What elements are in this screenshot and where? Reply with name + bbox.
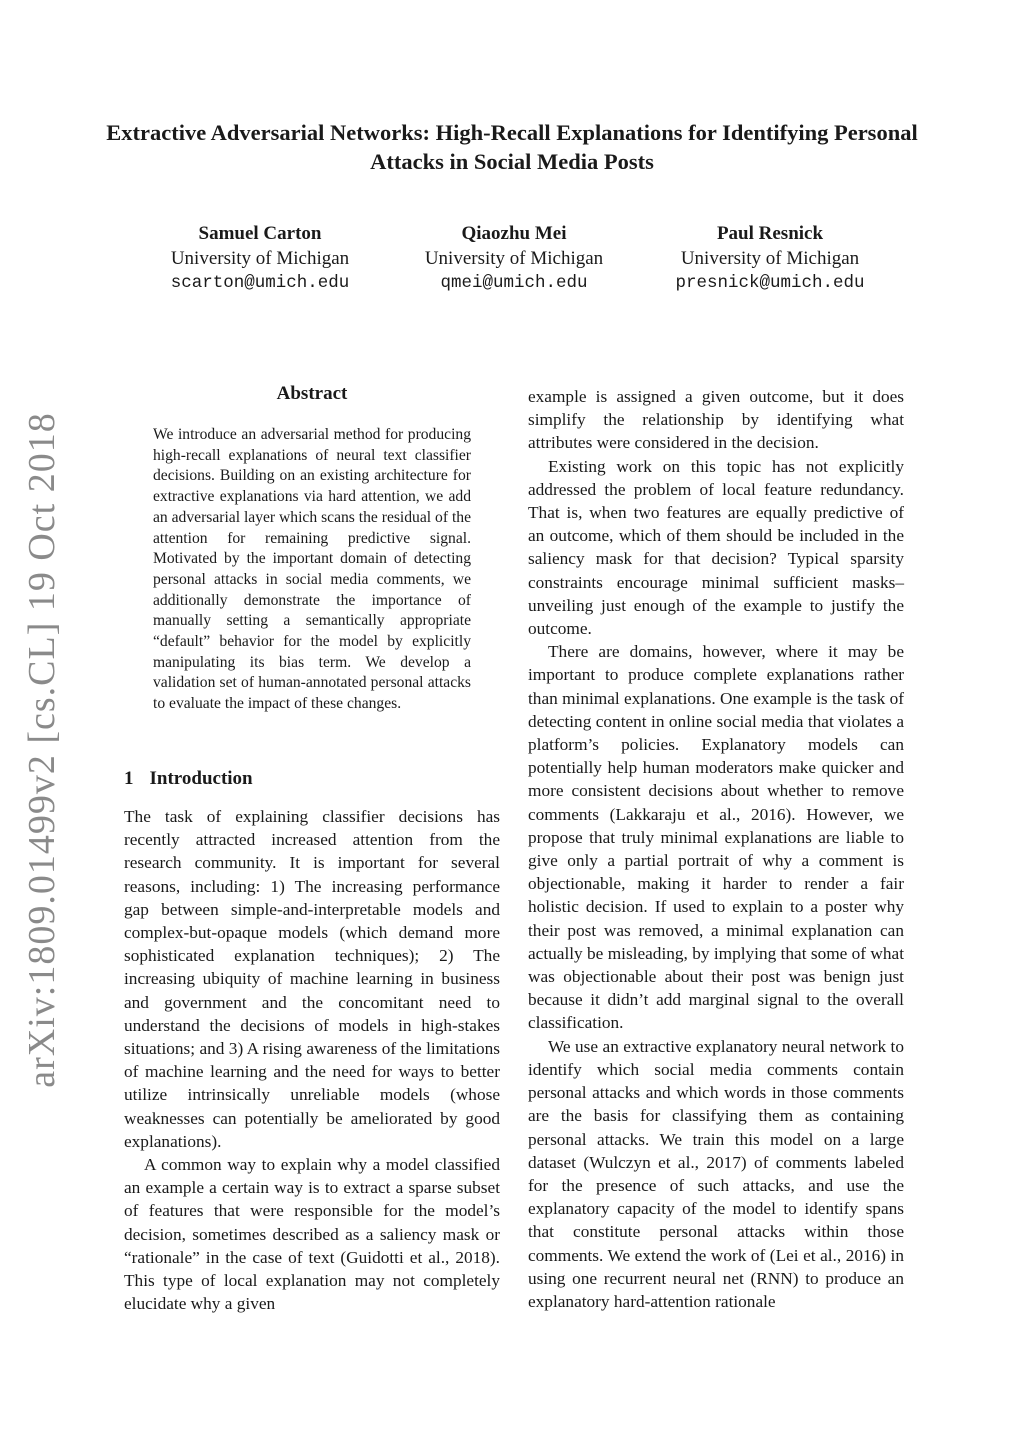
author-name: Samuel Carton (198, 223, 322, 244)
left-column-body (124, 805, 500, 1315)
paragraph: example is assigned a given outcome, but it does simplify the relationship by identifying what attributes were considered in the decision. (528, 387, 904, 453)
author-name: Qiaozhu Mei (461, 223, 567, 244)
author-email[interactable]: presnick@umich.edu (675, 273, 865, 293)
author-email[interactable]: scarton@umich.edu (170, 273, 350, 293)
paragraph: A common way to explain why a model classified an example a certain way is to extract a sparse subset of features that were responsible for the model’s decision, sometimes described as a saliency mask or “rationale” in the case of text (Guidotti et al., 2018). This type of local explanation may not completely elucidate why a given (124, 1155, 500, 1314)
author-block (384, 222, 644, 296)
section-number: 1 (124, 768, 134, 789)
author-block (640, 222, 900, 296)
section-heading (124, 768, 253, 790)
author-name: Paul Resnick (716, 223, 824, 244)
author-affiliation: University of Michigan (170, 248, 350, 269)
abstract-heading: Abstract (276, 383, 348, 404)
section-title: Introduction (149, 768, 253, 789)
author-affiliation: University of Michigan (424, 248, 604, 269)
paragraph: The task of explaining classifier decisions has recently attracted increased attention from the research community. It is important for several reasons, including: 1) The increasing performance gap between simple-and-interpretable models and complex-but-opaque models (which demand more sophisticated explanation techniques); 2) The increasing ubiquity of machine learning in business and government and the concomitant need to understand the decisions of models in high-stakes situations; and 3) A rising awareness of the limitations of machine learning and the need for ways to better utilize intrinsically unreliable models (whose weaknesses can potentially be ameliorated by good explanations). (124, 807, 500, 1151)
right-column-body (528, 385, 904, 1313)
abstract-text: We introduce an adversarial method for producing high-recall explanations of neural text classifier decisions. Building on an existing architecture for extractive explanations via hard attention, we add an adversarial layer which scans the residual of the attention for remaining predictive signal. Motivated by the important domain of detecting personal attacks in social media comments, we additionally demonstrate the importance of manually setting a semantically appropriate “default” behavior for the model by explicitly manipulating its bias term. We develop a validation set of human-annotated personal attacks to evaluate the impact of these changes. (153, 426, 471, 713)
author-affiliation: University of Michigan (680, 248, 860, 269)
author-email[interactable]: qmei@umich.edu (440, 273, 588, 293)
author-block (130, 222, 390, 296)
paragraph: There are domains, however, where it may be important to produce complete explanations rather than minimal explanations. One example is the task of detecting content in online social media that violates a platform’s policies. Explanatory models can potentially help human moderators make quicker and more consistent decisions about whether to remove comments (Lakkaraju et al., 2016). However, we propose that truly minimal explanations are liable to give only a partial portrait of why a comment is objectionable, making it harder to render a fair holistic decision. If used to explain to a poster why their post was removed, a minimal explanation can actually be misleading, by implying that some of what was objectionable about their post was benign just because it didn’t add marginal signal to the overall classification. (528, 642, 904, 1033)
paragraph: Existing work on this topic has not explicitly addressed the problem of local feature redundancy. That is, when two features are equally predictive of an outcome, which of them should be included in the saliency mask for that decision? Typical sparsity constraints encourage minimal sufficient masks–unveiling just enough of the example to justify the outcome. (528, 456, 904, 639)
paragraph: We use an extractive explanatory neural network to identify which social media comments contain personal attacks and which words in those comments are the basis for classifying them as containing personal attacks. We train this model on a large dataset (Wulczyn et al., 2017) of comments labeled for the presence of such attacks, and use the explanatory capacity of the model to identify spans that constitute personal attacks within those comments. We extend the work of (Lei et al., 2016) in using one recurrent neural net (RNN) to produce an explanatory hard-attention rationale (528, 1036, 904, 1311)
paper-title: Extractive Adversarial Networks: High-Recall Explanations for Identifying Personal Attacks in Social Media Posts (106, 120, 918, 174)
arxiv-identifier-text: arXiv:1809.01499v2 [cs.CL] 19 Oct 2018 (21, 412, 63, 1088)
